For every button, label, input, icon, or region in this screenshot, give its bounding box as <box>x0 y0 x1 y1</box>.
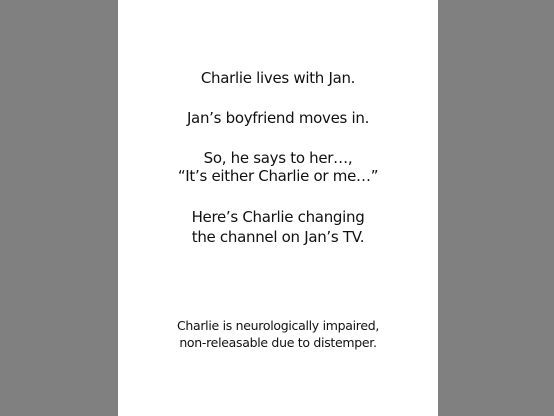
footnote-line-1: Charlie is neurologically impaired, <box>176 318 380 333</box>
story-line-4: “It’s either Charlie or me…” <box>177 167 379 185</box>
document-page <box>118 0 438 416</box>
story-line-1: Charlie lives with Jan. <box>200 69 356 87</box>
story-line-6: the channel on Jan’s TV. <box>191 228 365 246</box>
story-line-5: Here’s Charlie changing <box>191 208 365 226</box>
footnote-line-2: non-releasable due to distemper. <box>179 335 377 350</box>
story-line-3: So, he says to her…, <box>203 149 353 167</box>
story-line-2: Jan’s boyfriend moves in. <box>186 109 370 127</box>
